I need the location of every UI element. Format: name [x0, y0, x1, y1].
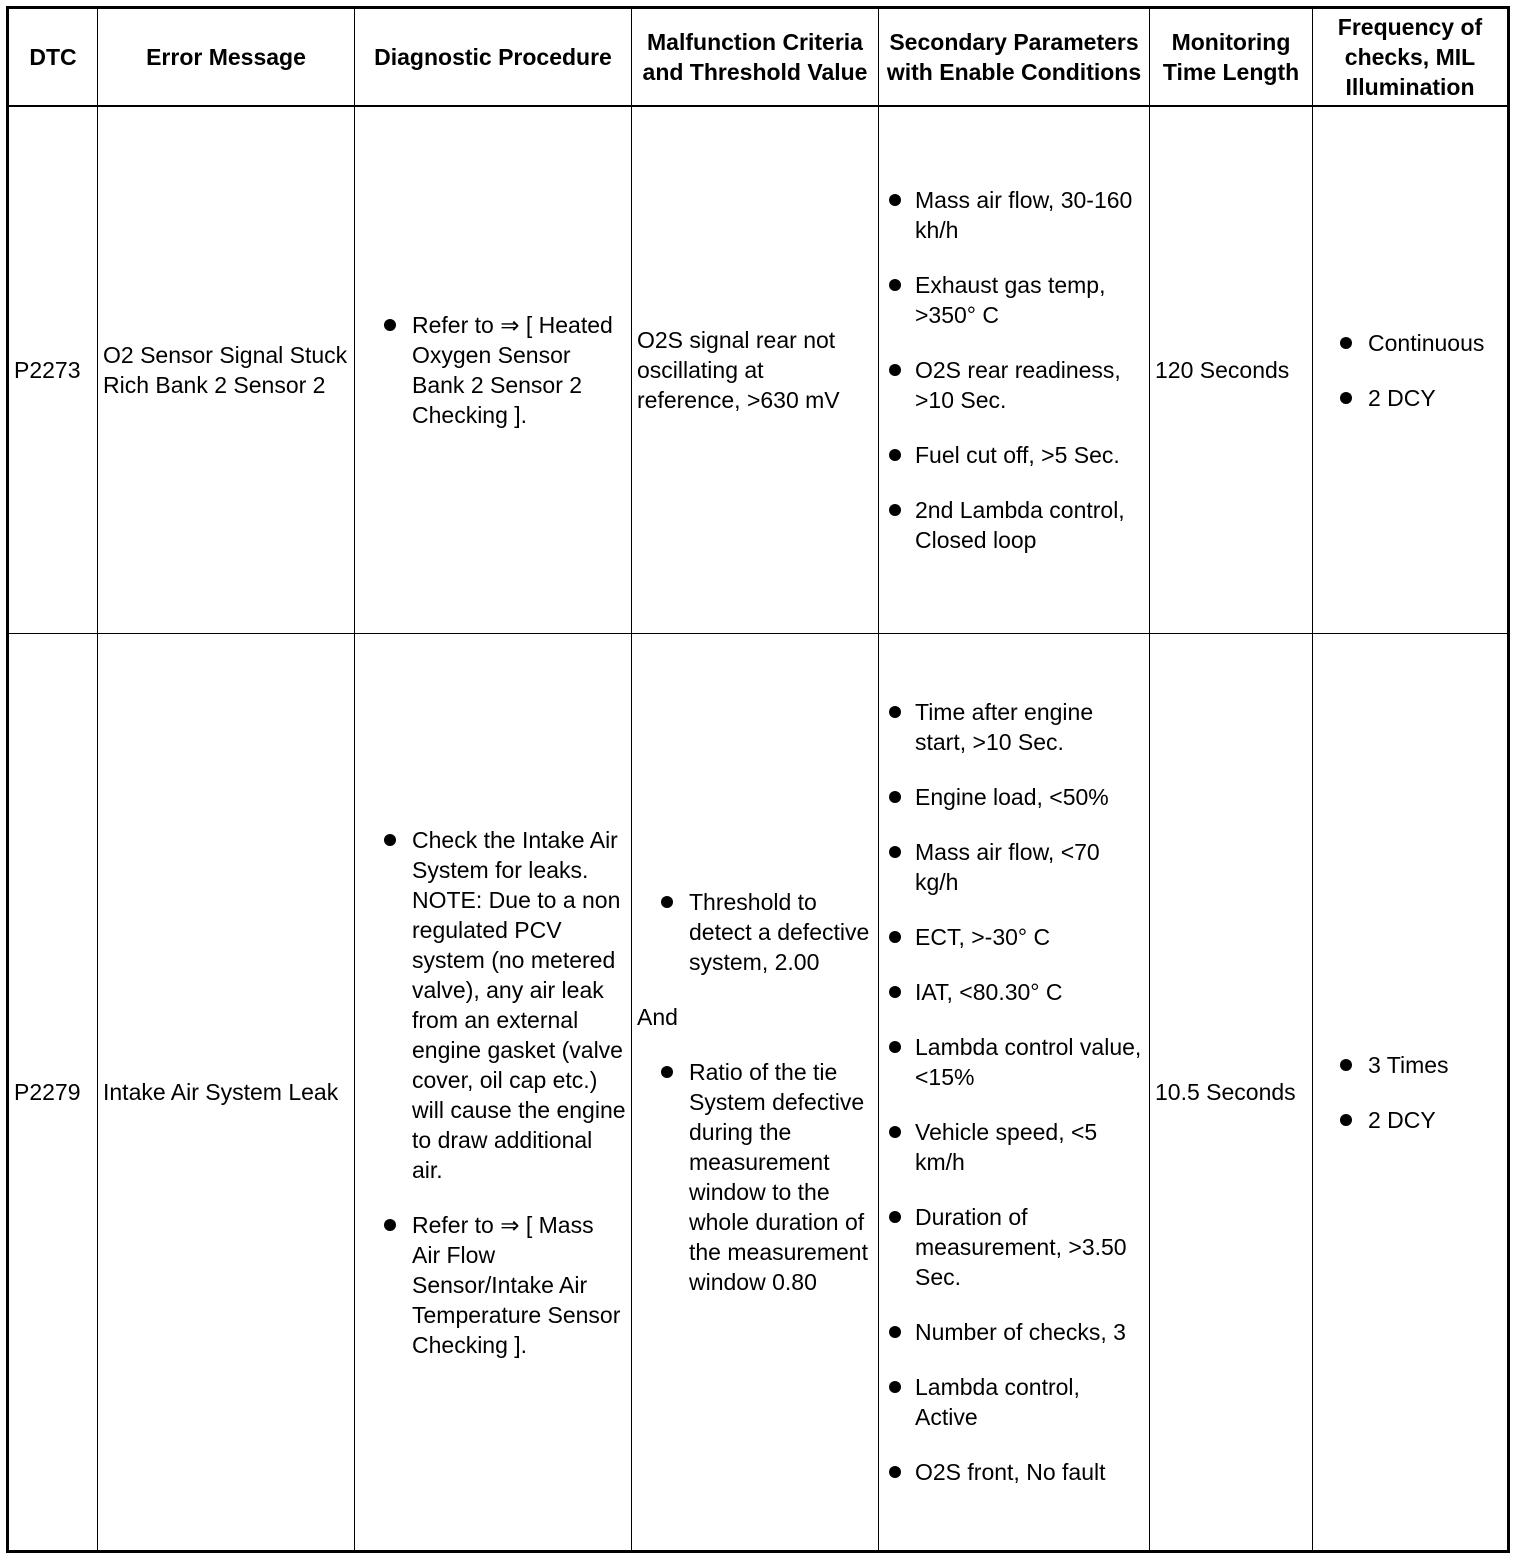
criteria-list [637, 887, 873, 977]
frequency-list [1318, 328, 1502, 413]
list-item: Lambda control value, <15% [884, 1032, 1144, 1092]
list-item: Mass air flow, 30-160 kh/h [884, 185, 1144, 245]
list-item: Engine load, <50% [884, 782, 1144, 812]
criteria-list [637, 1057, 873, 1297]
table-row [8, 634, 1509, 1552]
list-item: Refer to ⇒ [ Mass Air Flow Sensor/Intake Air Temperature Sensor Checking ]. [360, 1210, 626, 1360]
parameter-list [884, 185, 1144, 555]
header-secondary-parameters: Secondary Parameters with Enable Conditions [879, 8, 1150, 107]
list-item: O2S rear readiness, >10 Sec. [884, 355, 1144, 415]
list-item: Continuous [1318, 328, 1502, 358]
list-item: Threshold to detect a defective system, 2.00 [637, 887, 873, 977]
frequency [1313, 634, 1509, 1552]
table-row [8, 106, 1509, 634]
criteria-joiner: And [637, 1004, 678, 1030]
list-item: O2S front, No fault [884, 1457, 1144, 1487]
frequency [1313, 106, 1509, 634]
list-item: 3 Times [1318, 1050, 1502, 1080]
header-diagnostic-procedure: Diagnostic Procedure [355, 8, 632, 107]
error-message: O2 Sensor Signal Stuck Rich Bank 2 Sensor 2 [98, 106, 355, 634]
monitoring-time: 10.5 Seconds [1150, 634, 1313, 1552]
procedure-list [360, 310, 626, 430]
list-item: Vehicle speed, <5 km/h [884, 1117, 1144, 1177]
list-item: Ratio of the tie System defective during the measurement window to the whole duration of the measurement window 0.80 [637, 1057, 873, 1297]
list-item: Fuel cut off, >5 Sec. [884, 440, 1144, 470]
list-item: Exhaust gas temp, >350° C [884, 270, 1144, 330]
list-item: Refer to ⇒ [ Heated Oxygen Sensor Bank 2 Sensor 2 Checking ]. [360, 310, 626, 430]
dtc-code: P2273 [8, 106, 98, 634]
dtc-code: P2279 [8, 634, 98, 1552]
list-item: Lambda control, Active [884, 1372, 1144, 1432]
list-item: 2 DCY [1318, 383, 1502, 413]
procedure-list [360, 825, 626, 1360]
header-row [8, 8, 1509, 107]
diagnostic-procedure [355, 634, 632, 1552]
frequency-list [1318, 1050, 1502, 1135]
malfunction-criteria: O2S signal rear not oscillating at reference, >630 mV [632, 106, 879, 634]
list-item: Number of checks, 3 [884, 1317, 1144, 1347]
header-malfunction-criteria: Malfunction Criteria and Threshold Value [632, 8, 879, 107]
secondary-parameters [879, 634, 1150, 1552]
malfunction-criteria [632, 634, 879, 1552]
list-item: Check the Intake Air System for leaks. NOTE: Due to a non regulated PCV system (no metered valve), any air leak from an external engine gasket (valve cover, oil cap etc.) will cause the engine to draw additional air. [360, 825, 626, 1185]
header-dtc: DTC [8, 8, 98, 107]
error-message: Intake Air System Leak [98, 634, 355, 1552]
list-item: Mass air flow, <70 kg/h [884, 837, 1144, 897]
header-monitoring-time: Monitoring Time Length [1150, 8, 1313, 107]
list-item: IAT, <80.30° C [884, 977, 1144, 1007]
header-frequency: Frequency of checks, MIL Illumination [1313, 8, 1509, 107]
parameter-list [884, 697, 1144, 1487]
monitoring-time: 120 Seconds [1150, 106, 1313, 634]
dtc-table [6, 6, 1510, 1553]
list-item: ECT, >-30° C [884, 922, 1144, 952]
list-item: 2nd Lambda control, Closed loop [884, 495, 1144, 555]
header-error-message: Error Message [98, 8, 355, 107]
list-item: Time after engine start, >10 Sec. [884, 697, 1144, 757]
secondary-parameters [879, 106, 1150, 634]
diagnostic-procedure [355, 106, 632, 634]
list-item: Duration of measurement, >3.50 Sec. [884, 1202, 1144, 1292]
list-item: 2 DCY [1318, 1105, 1502, 1135]
